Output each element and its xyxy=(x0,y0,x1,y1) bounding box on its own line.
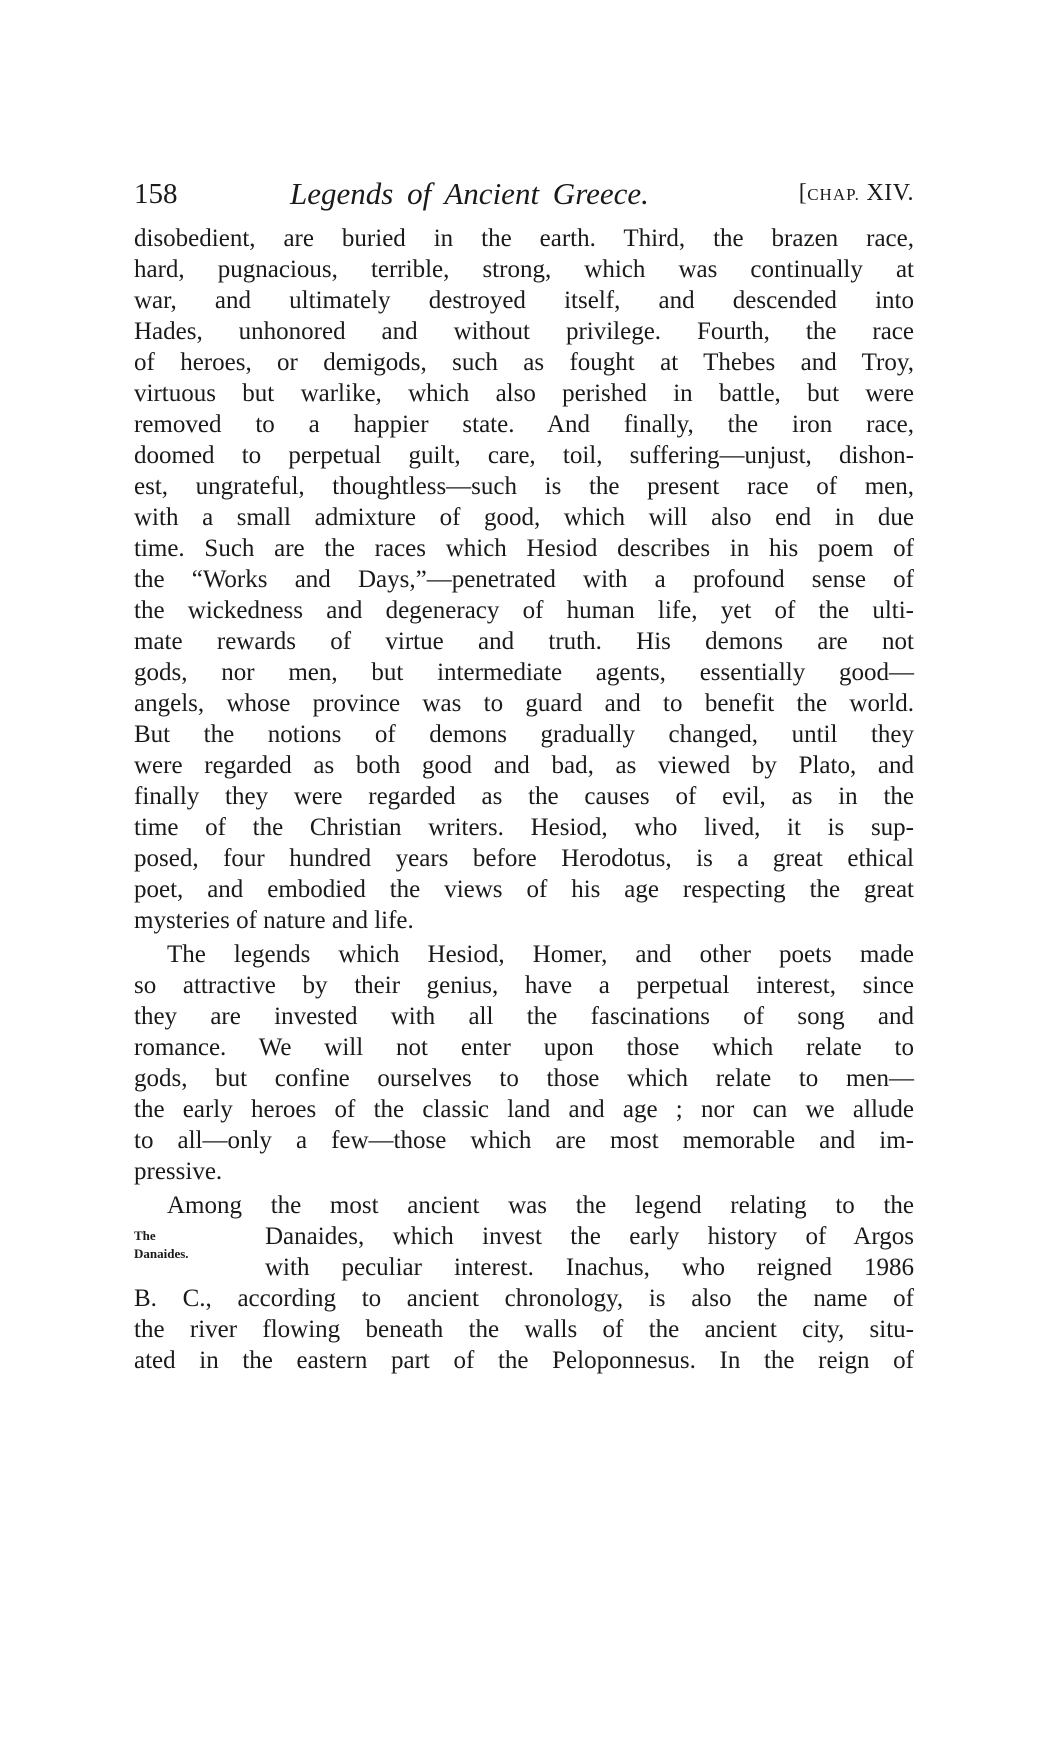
text-line: Danaides, which invest the early history of Argos xyxy=(265,1223,914,1250)
text-line: romance. We will not enter upon those which relate to xyxy=(134,1034,914,1061)
text-line: to all—only a few—those which are most memorable and im- xyxy=(134,1127,914,1154)
text-line: the wickedness and degeneracy of human life, yet of the ulti- xyxy=(134,597,914,624)
text-line: angels, whose province was to guard and to benefit the world. xyxy=(134,690,914,717)
text-line: with a small admixture of good, which will also end in due xyxy=(134,504,914,531)
paragraph-first-line: The legends which Hesiod, Homer, and other poets made xyxy=(167,941,914,968)
text-line: the “Works and Days,”—penetrated with a profound sense of xyxy=(134,566,914,593)
text-line: the river flowing beneath the walls of the ancient city, situ- xyxy=(134,1316,914,1343)
text-line: war, and ultimately destroyed itself, and descended into xyxy=(134,287,914,314)
text-line: doomed to perpetual guilt, care, toil, suffering—unjust, dishon- xyxy=(134,442,914,469)
margin-note-line: Danaides. xyxy=(134,1246,189,1261)
text-line: time. Such are the races which Hesiod describes in his poem of xyxy=(134,535,914,562)
text-line: est, ungrateful, thoughtless—such is the present race of men, xyxy=(134,473,914,500)
text-line: gods, nor men, but intermediate agents, essentially good— xyxy=(134,659,914,686)
text-line: were regarded as both good and bad, as viewed by Plato, and xyxy=(134,752,914,779)
text-line: Hades, unhonored and without privilege. Fourth, the race xyxy=(134,318,914,345)
text-line: But the notions of demons gradually changed, until they xyxy=(134,721,914,748)
running-head xyxy=(134,178,914,222)
text-line: removed to a happier state. And finally, the iron race, xyxy=(134,411,914,438)
text-line: poet, and embodied the views of his age respecting the great xyxy=(134,876,914,903)
chapter-number: XIV. xyxy=(866,180,914,206)
margin-note-line: The xyxy=(134,1228,156,1243)
text-line: pressive. xyxy=(134,1158,223,1185)
text-line: so attractive by their genius, have a perpetual interest, since xyxy=(134,972,914,999)
text-line: with peculiar interest. Inachus, who reigned 1986 xyxy=(265,1254,914,1281)
text-line: the early heroes of the classic land and age ; nor can we allude xyxy=(134,1096,914,1123)
text-line: finally they were regarded as the causes of evil, as in the xyxy=(134,783,914,810)
paragraph-first-line: Among the most ancient was the legend relating to the xyxy=(167,1192,914,1219)
text-line: mysteries of nature and life. xyxy=(134,907,414,934)
page-number: 158 xyxy=(134,178,178,210)
text-line: posed, four hundred years before Herodotus, is a great ethical xyxy=(134,845,914,872)
text-line: hard, pugnacious, terrible, strong, which was continually at xyxy=(134,256,914,283)
text-line: of heroes, or demigods, such as fought at Thebes and Troy, xyxy=(134,349,914,376)
text-line: time of the Christian writers. Hesiod, who lived, it is sup- xyxy=(134,814,914,841)
text-line: they are invested with all the fascinations of song and xyxy=(134,1003,914,1030)
chapter-abbrev: CHAP. xyxy=(807,185,860,204)
chapter-mark xyxy=(799,180,914,207)
text-line: B. C., according to ancient chronology, is also the name of xyxy=(134,1285,914,1312)
running-title: Legends of Ancient Greece. xyxy=(290,176,649,211)
text-line: virtuous but warlike, which also perished in battle, but were xyxy=(134,380,914,407)
text-line: disobedient, are buried in the earth. Third, the brazen race, xyxy=(134,225,914,252)
text-line: mate rewards of virtue and truth. His demons are not xyxy=(134,628,914,655)
text-line: ated in the eastern part of the Peloponnesus. In the reign of xyxy=(134,1347,914,1374)
text-line: gods, but confine ourselves to those which relate to men— xyxy=(134,1065,914,1092)
chapter-bracket: [ xyxy=(798,180,808,206)
